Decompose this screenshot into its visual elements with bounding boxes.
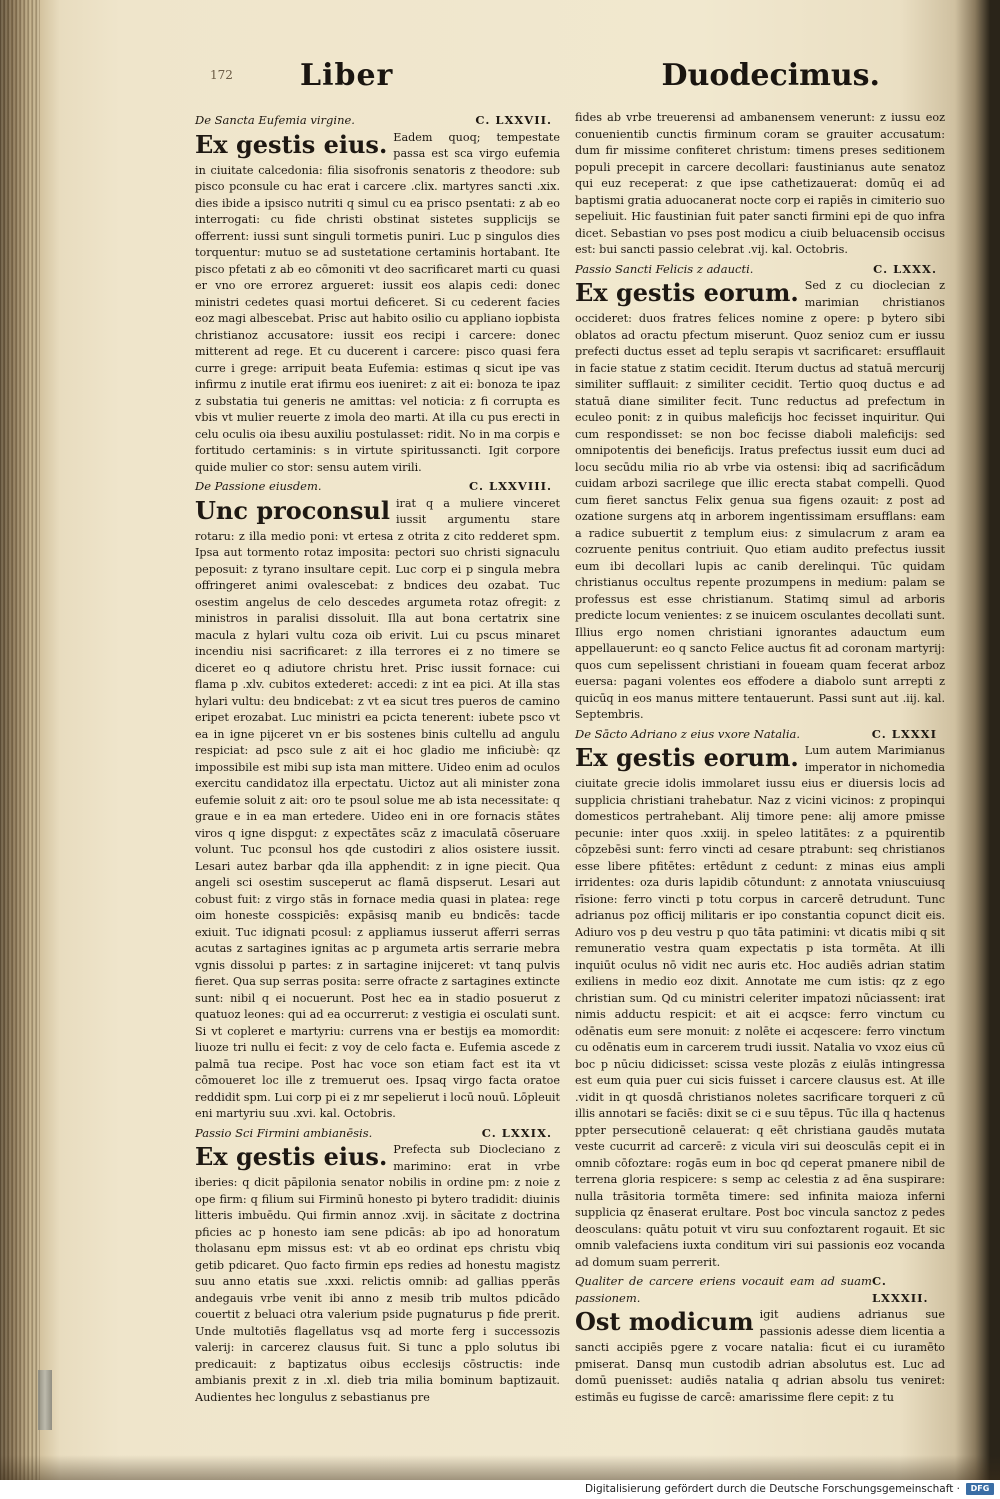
paragraph-text: Prefecta sub Diocleciano z marimino: erat in vrbe iberies: q dicit pāpilonia senator nobilis in ordine pm: z noie z ope firm: q filium sui Firminū honesto pi bytero tradidit: diuinis litteris imbuēdu. Qui firmin annoz .xvij. in sācitate z doctrina pficies ac p honesto iam sene pdicās: ab ipo ad honoratum tholasanu epm missus est: vt ab eo ordinat eps christu vbiq getib pdicaret. Quo facto firmin eps redies ad honestu magistz suu anno etatis sue .xxxi. relictis omnib: ad gallias pperās andegauis vrbe venit ibi anno z mesib trib multos pdicādo couertit z beluaci otra valerium pside pugnaturus p fide prerit. Unde multotiēs flagellatus vsq ad morte ferg i successozis valerij: in carcerez clausus fuit. Si tunc a pplo solutus ibi predicauit: z baptizatus oibus ecclesijs cōstructis: inde ambianis prexit z in .xl. dieb tria milia bominum baptizauit. Audientes hec longulus z sebastianus pre (195, 1143, 560, 1404)
dfg-logo: DFG (966, 1483, 994, 1495)
page-stack-edge (0, 0, 40, 1480)
chapter-number: C. LXXXII. (871, 1274, 929, 1305)
chapter-number: C. LXXVII. (475, 113, 552, 127)
chapter-rubric (575, 1273, 945, 1306)
running-header (180, 58, 880, 98)
page-bottom-shadow (0, 1455, 1000, 1480)
paragraph-text: Eadem quoq; tempestate passa est sca virgo eufemia in ciuitate calcedonia: filia sisofronis senatoris z theodore: sub pisco pconsule cu hac erat i carcere .clix. martyres sancti .xix. dies ibide a ipsisco nutriti q simul cu ea prisco psentati: z ab eo interrogati: cu fide christi obstinat sistetes supplicijs se offerrent: iussi sunt singuli tormetis puniri. Luc p singulos dies torquentur: mutuo se ad sustetatione certaminis hortabant. Ite pisco pfetati z ab eo cōmoniti vt deo sacrificaret marti cu quasi er vno ore errorez argueret: iussit eos alapis cedi: donec ministri cedetes quasi mortui deficeret. Si cu cederent facies eoz magi albescebat. Prisc aut habito osilio cu appliano iopbista christianoz accusatore: iussit eos recipi i carcere: donec mitterent ad rege. Et cu ducerent i carcere: pisco quasi fera curre i grege: arripuit beata Eufemia: estimas q sicut ipe vas infirmu z inutile erat ifirmu eos iueniret: z ait ei: bonoza te ipaz z substatia tui generis ne amittas: vel noticia: z fi corrupta es vbis vt mulier reuerte z imola deo marti. At illa cu pus erecti in celu oculis oia ibesu auxiliu postulasset: ridit. No in ma corpis e fortitudo certaminis: s in virtute spiritussancti. Igit corpore quide mulier co stor: sensu autem virili. (195, 130, 560, 474)
bookmark-ribbon (38, 1370, 52, 1430)
lead-heading: Ex gestis eorum. (575, 743, 799, 772)
chapter-rubric (195, 112, 560, 129)
paragraph-text: fides ab vrbe treuerensi ad ambanensem venerunt: z iussu eoz conuenientib cunctis firminum coram se grauiter accusatum: dum fir missime confiteret christum: timens preses seditionem populi precepit in carcere decollari: faustinianus aute senatoz qui euz receperat: z que ipse cathetizauerat: domūq ei ad baptismi gratia aduocanerat nocte corp ei rapiēs in cimiterio suo sepeliuit. Hic faustinian fuit pater sancti firmini epi de quo infra dicet. Sebastian vo pses post modicu a ciuib beluacensib occisus est: bui sancti passio celebrat .vij. kal. Octobris. (575, 111, 945, 256)
lead-heading: Ex gestis eorum. (575, 278, 799, 307)
chapter-number: C. LXXX. (873, 261, 937, 276)
chapter-number: C. LXXXI (871, 726, 937, 741)
footer-credit: Digitalisierung gefördert durch die Deutsche Forschungsgemeinschaft · (584, 1483, 960, 1495)
chapter-rubric (195, 1125, 560, 1142)
footer-bar (0, 1480, 1000, 1499)
header-left-word: Liber (300, 58, 394, 93)
rubric-title: Qualiter de carcere eriens vocauit eam ad suam passionem. (575, 1274, 872, 1305)
chapter-paragraph (195, 1142, 560, 1406)
rubric-title: De Sancta Eufemia virgine. (195, 113, 355, 127)
rubric-title: De Sācto Adriano z eius vxore Natalia. (575, 726, 801, 741)
chapter-rubric (575, 261, 945, 278)
rubric-title: Passio Sancti Felicis z adaucti. (575, 261, 754, 276)
lead-heading: Ex gestis eius. (195, 129, 388, 159)
paragraph-text: igit audiens adrianus sue passionis adesse diem licentia a sancti accipiēs pgere z vocare natalia: ficut ei cu iuramēto pmiserat. Dansq mun custodib adrian absolutus est. Luc ad domū puenisset: audiēs natalia q adrian absolu tus veniret: estimās eu fugisse de carcē: amarissime flere cepit: z tu (575, 1308, 945, 1404)
chapter-paragraph (195, 496, 560, 1123)
chapter-paragraph (575, 1307, 945, 1406)
lead-heading: Ost modicum (575, 1307, 754, 1336)
paragraph-text: Sed z cu dioclecian z marimian christianos occideret: duos fratres felices nomine z opere: p bytero sibi oblatos ad oractu pfectum miserunt. Quoz senioz cum er iussu prefecti ductus esset ad teplu serapis vt sacrificaret: ersufflauit in facie statue z statim cecidit. Iterum ductus ad statuā mercurij similiter sufflauit: z similiter cecidit. Tertio quoq ductus e ad statuā diane similiter fecit. Tunc reductus ad prefectum in eculeo ponit: z in quibus maleficijs hoc fecisset inquiritur. Qui cum respondisset: se non boc fecisse diaboli maleficijs: sed omnipotentis dei beneficijs. Iratus prefectus iussit eum duci ad locu secūdu milia rio ab vrbe via ostensi: ibiq ad sacrificādum cuidam arbozi sacrilege que illic erecta stabat compelli. Quod cum fieret sanctus Felix genua sua figens ozauit: z post ad ozatione surgens atq in arborem ingentissimam ersufflans: eam a radice subuertit z templum eius: z simulacrum z aram ea cozruente penitus contriuit. Quo etiam audito prefectus iussit eum ibi decollari lupis ac canib derelinqui. Tūc quidam christianus occultus repente prozumpens in medium: palam se professus est esse christianum. Statimq simul ad arboris predicte locum venientes: z se inuicem osculantes decollati sunt. Illius ergo nomen christiani ignorantes adauctum eum appellauerunt: eo q sancto Felice auctus fit ad coronam martyrij: quos cum sepelissent christiani in foueam quam fecerat arboz euersa: pagani volentes eos effodere a diabolo sunt arrepti z quicūq in eos manus mittere tentauerunt. Passi sunt aut .iij. kal. Septembris. (575, 279, 945, 721)
left-text-column (195, 110, 560, 1406)
paragraph-text: irat q a muliere vinceret iussit argumentu stare rotaru: z illa medio poni: vt ertesa z otrita z cito redderet spm. Ipsa aut tormento rotaz imposita: pectori suo christi signaculu peposuit: z tyrano insultare cepit. Luc corp ei p singula mebra offringeret animi ovalescebat: z bndices deu ozabat. Tuc osestim angelus de celo descedes argumeta rotaz ofregit: z ministros in paralisi dissoluit. Illa aut bona certatrix sine macula z hylari vultu coza oib erivit. Lui cu pscus minaret incendiu nisi sacrificaret: z illa terrores ei z no timere se diceret eo q adiutore christu hret. Prisc iussit fornace: cui flama p .xlv. cubitos extederet: accedi: z int ea pici. At illa stas hylari vultu: deu bndicebat: z vt ea sicut tres pueros de camino eripet erozabat. Luc ministri ea pcicta tenerent: iubete psco vt ea in igne pijceret vn er bis sostenes binis cultellu ad angulu respiciat: ad psco sule z ait ei hoc gladio me inficiubè: qz impossibile est mibi sup ista man mittere. Uideo enim ad oculos exercitu candidatoz illa erpectatu. Uictoz aut ali minister zona eufemie soluit z ait: oro te psoul solue me ab ista necessitate: q graue e in ea man ertedere. Uideo eni in ore fornacis stātes viros q igne dispgut: z expectātes scāz z imaculatā cōseruare volunt. Tuc pconsul hos qde custodiri z alios osistere iussit. Lesari autez barbar qda illa apphendit: z in igne piecit. Qua angeli sci osestim susceperut ac flamā dispserut. Lesari aut cobust fuit: z virgo stās in fornace media quasi in platea: rege oim honeste cosspiciēs: expāsisq manib eu bndicēs: tacde exiuit. Tuc idignati pcosul: z appliamus iusserut afferri serras acutas z sartagines ignitas ac p argumeta artis serrarie mebra vgnis dissolui p partes: z in sartagine inijceret: vt tanq pulvis fieret. Qua sup serras posita: serre ofracte z sartagines extincte sunt: nibil q ei nocuerunt. Post hec ea in stadio posuerut z quatuoz leones: qui ad ea occurrerut: z vestigia ei osculati sunt. Si vt copleret e martyriu: currens vna er bestijs ea momordit: liuoze tri nullu ei fecit: z voy de celo facta e. Eufemia ascede z palmā tua recipe. Post hac voce son etiam fact est ita vt cōmoueret loc ille z tremuerut oes. Ipsaq virgo facta oratoe reddidit spm. Lui corp pi ei z mr sepelierut i locū nouū. Lōpleuit eni martyriu suu .xvi. kal. Octobris. (195, 496, 560, 1120)
rubric-title: Passio Sci Firmini ambianēsis. (195, 1125, 373, 1140)
chapter-number: C. LXXIX. (481, 1125, 552, 1140)
chapter-paragraph (195, 130, 560, 477)
folio-number: 172 (210, 68, 233, 82)
chapter-paragraph (575, 278, 945, 724)
lead-heading: Ex gestis eius. (195, 1142, 388, 1171)
right-text-column (575, 110, 945, 1406)
rubric-title: De Passione eiusdem. (195, 479, 322, 493)
chapter-rubric (195, 478, 560, 495)
chapter-number: C. LXXVIII. (469, 479, 552, 493)
paragraph-text: Lum autem Marimianus imperator in nichomedia ciuitate grecie idolis immolaret iussu eius er diuersis locis ad supplicia christiani trahebatur. Naz z vicini vicinos: z propinqui domesticos pertrahebant. Alij timore pene: alij amore pmisse pecunie: inter quos .xxiij. in speleo latitātes: z a pquirentib cōpzebēsi sunt: ferro vincti ad cesare ptrabunt: seq christianos esse libere pfitētes: ertēdunt z cedunt: z minas eius ampli irridentes: oza duris lapidib cōtundunt: z annotata vniuscuiusq rīsione: ferro vincti p totu corpus in carcerē detrudunt. Tunc adrianus poz officij militaris er ipo constantia copunct dicit eis. Adiuro vos p deu vestru p quo tāta patimini: vt dicatis mibi q sit remuneratio vestra quam expectatis p ista tormēta. At illi inquiūt oculus nō vidit nec auris etc. Hoc audiēs adrian statim exiliens in medio eoz dixit. Annotate me cum istis: qz z ego christian sum. Qd cu ministri celeriter impatozi nūciassent: irat nimis adductu respicit: et ait ei acqsce: ferro vinctum cu odēnatis eum sere monuit: z nolēte ei acqescere: ferro vinctum cu odēnatis eum in carcerem trudi iussit. Natalia vo vxoz eius cū boc p nūciu didicisset: scissa veste plozās z eiulās intingressa est eum quia puer cui sicis fuisset i carcere clausus est. At ille .vidit in qt quosdā christianos noletes sacrificare torqueri z cū illis annotari se faciēs: dixit se ci e suu tēpus. Tūc illa q hactenus ppter persecutionē celauerat: q eēt christiana gaudēs mutata veste cucurrit ad carcerē: z vicula viri sui deosculās cepit ei in omnib cōfoztare: rogās eum in boc qd ceperat pmanere nibil de terrena gloria respicere: s semp ac celestia z ad ēna suspirare: nulla trāsitoria tormēta timere: sed infinita maioza inferni supplicia qz ēnaserat erultare. Post boc vincula sanctoz z pedes deosculans: quātu potuit vt viru suu confoztarent rogauit. Et sic omnib valefaciens iuxta conditum viri sui passionis eoz vocanda ad domum suam perrerit. (575, 744, 945, 1269)
lead-heading: Unc proconsul (195, 495, 390, 525)
chapter-paragraph (575, 743, 945, 1271)
header-right-word: Duodecimus. (661, 58, 880, 93)
chapter-rubric (575, 726, 945, 743)
